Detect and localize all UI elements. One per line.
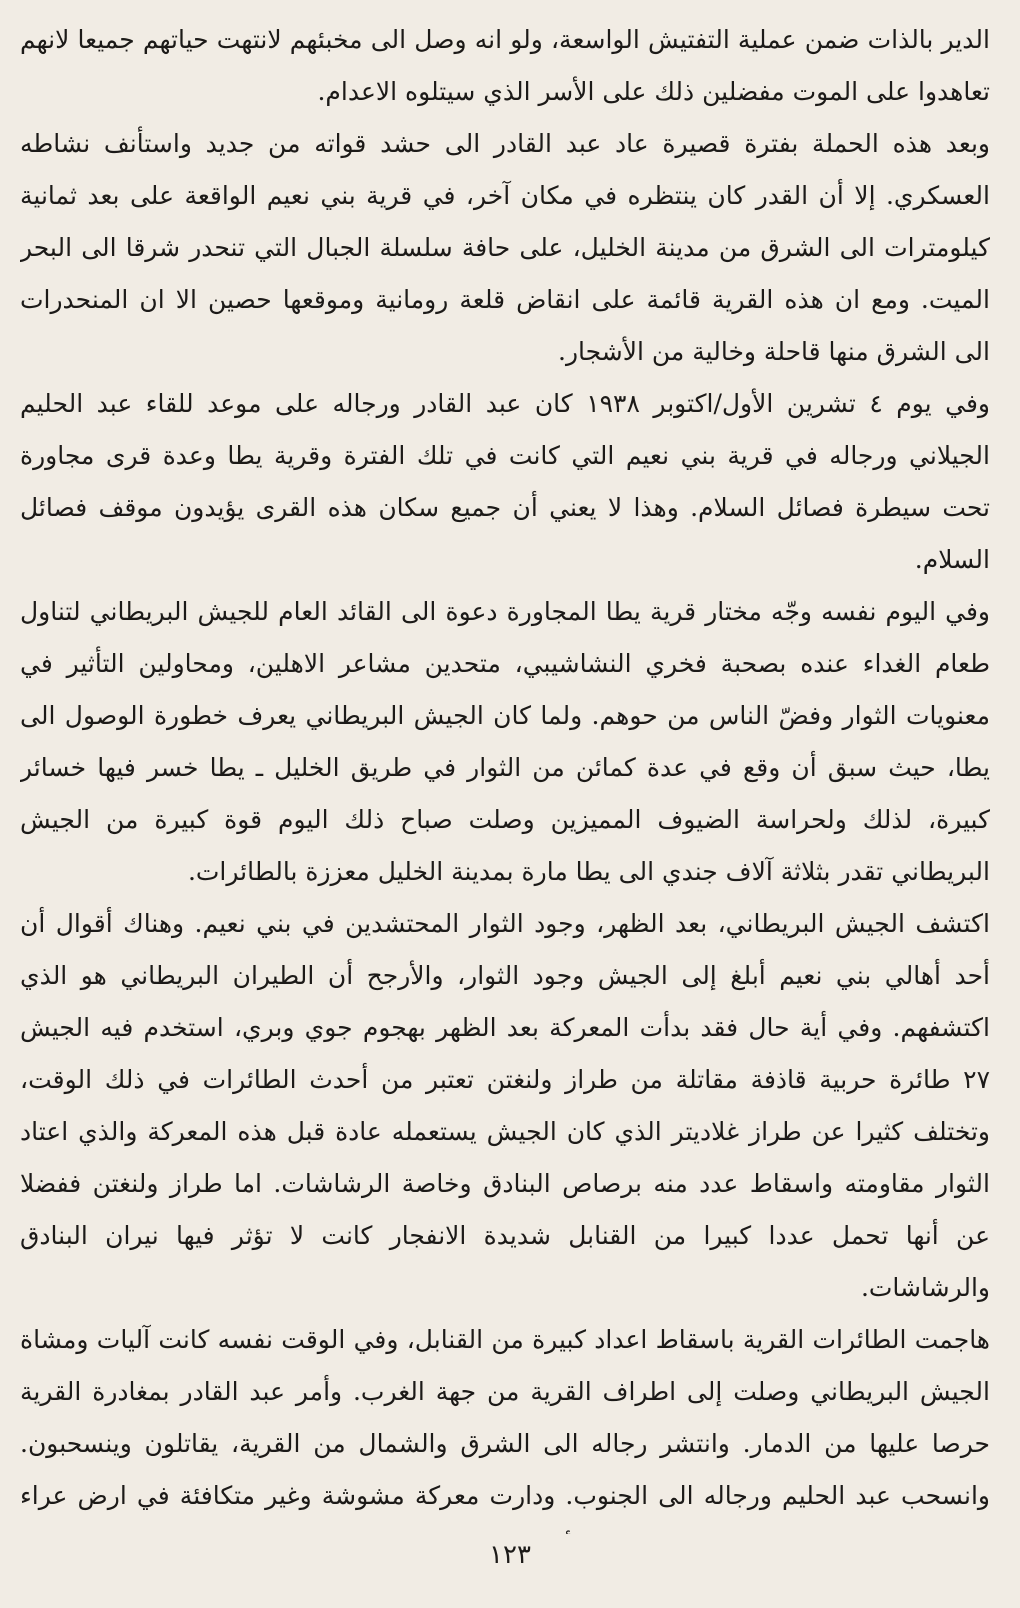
paragraph-2: وبعد هذه الحملة بفترة قصيرة عاد عبد القادر الى حشد قواته من جديد واستأنف نشاطه العسكري. إلا أن القدر كان ينتظره في مكان آخر، في قرية بني نعيم الواقعة على بعد ثمانية كيلومترات الى الشرق من مدينة الخليل، على حافة سلسلة الجبال التي تنحدر شرقا الى البحر الميت. ومع ان هذه القرية قائمة على انقاض قلعة رومانية وموقعها حصين الا ان المنحدرات الى الشرق منها قاحلة وخالية من الأشجار. [20, 129, 990, 366]
paragraph-5: اكتشف الجيش البريطاني، بعد الظهر، وجود الثوار المحتشدين في بني نعيم. وهناك أقوال أن أحد أهالي بني نعيم أبلغ إلى الجيش وجود الثوار، والأرجح أن الطيران البريطاني هو الذي اكتشفهم. وفي أية حال فقد بدأت المعركة بعد الظهر بهجوم جوي وبري، استخدم فيه الجيش ٢٧ طائرة حربية قاذفة مقاتلة من طراز ولنغتن تعتبر من أحدث الطائرات في ذلك الوقت، وتختلف كثيرا عن طراز غلاديتر الذي كان الجيش يستعمله عادة قبل هذه المعركة والذي اعتاد الثوار مقاومته واسقاط عدد منه برصاص البنادق وخاصة الرشاشات. اما طراز ولنغتن ففضلا عن أنها تحمل عددا كبيرا من القنابل شديدة الانفجار كانت لا تؤثر فيها نيران البنادق والرشاشات. [20, 909, 990, 1302]
page-number: ١٢٣ [489, 1540, 531, 1570]
paragraph-6: هاجمت الطائرات القرية باسقاط اعداد كبيرة من القنابل، وفي الوقت نفسه كانت آليات ومشاة الجيش البريطاني وصلت إلى اطراف القرية من جهة الغرب. وأمر عبد القادر بمغادرة القرية حرصا عليها من الدمار. وانتشر رجاله الى الشرق والشمال من القرية، يقاتلون وينسحبون. وانسحب عبد الحليم ورجاله الى الجنوب. ودارت معركة مشوشة وغير متكافئة في ارض عراء [20, 1325, 990, 1510]
paragraph-3: وفي يوم ٤ تشرين الأول/اكتوبر ١٩٣٨ كان عبد القادر ورجاله على موعد للقاء عبد الحليم الجيلاني ورجاله في قرية بني نعيم التي كانت في تلك الفترة وقرية يطا وعدة قرى مجاورة تحت سيطرة فصائل السلام. وهذا لا يعني أن جميع سكان هذه القرى يؤيدون موقف فصائل السلام. [20, 389, 990, 574]
paragraph-4: وفي اليوم نفسه وجّه مختار قرية يطا المجاورة دعوة الى القائد العام للجيش البريطاني لتناول طعام الغداء عنده بصحبة فخري النشاشيبي، متحدين مشاعر الاهلين، ومحاولين التأثير في معنويات الثوار وفضّ الناس من حوهم. ولما كان الجيش البريطاني يعرف خطورة الوصول الى يطا، حيث سبق أن وقع في عدة كمائن من الثوار في طريق الخليل ـ يطا خسر فيها خسائر كبيرة، لذلك ولحراسة الضيوف المميزين وصلت صباح ذلك اليوم قوة كبيرة من الجيش البريطاني تقدر بثلاثة آلاف جندي الى يطا مارة بمدينة الخليل معززة بالطائرات. [20, 597, 990, 886]
paragraph-1: الدير بالذات ضمن عملية التفتيش الواسعة، ولو انه وصل الى مخبئهم لانتهت حياتهم جميعا لانهم تعاهدوا على الموت مفضلين ذلك على الأسر الذي سيتلوه الاعدام. [20, 25, 990, 106]
page-body [20, 14, 990, 1534]
